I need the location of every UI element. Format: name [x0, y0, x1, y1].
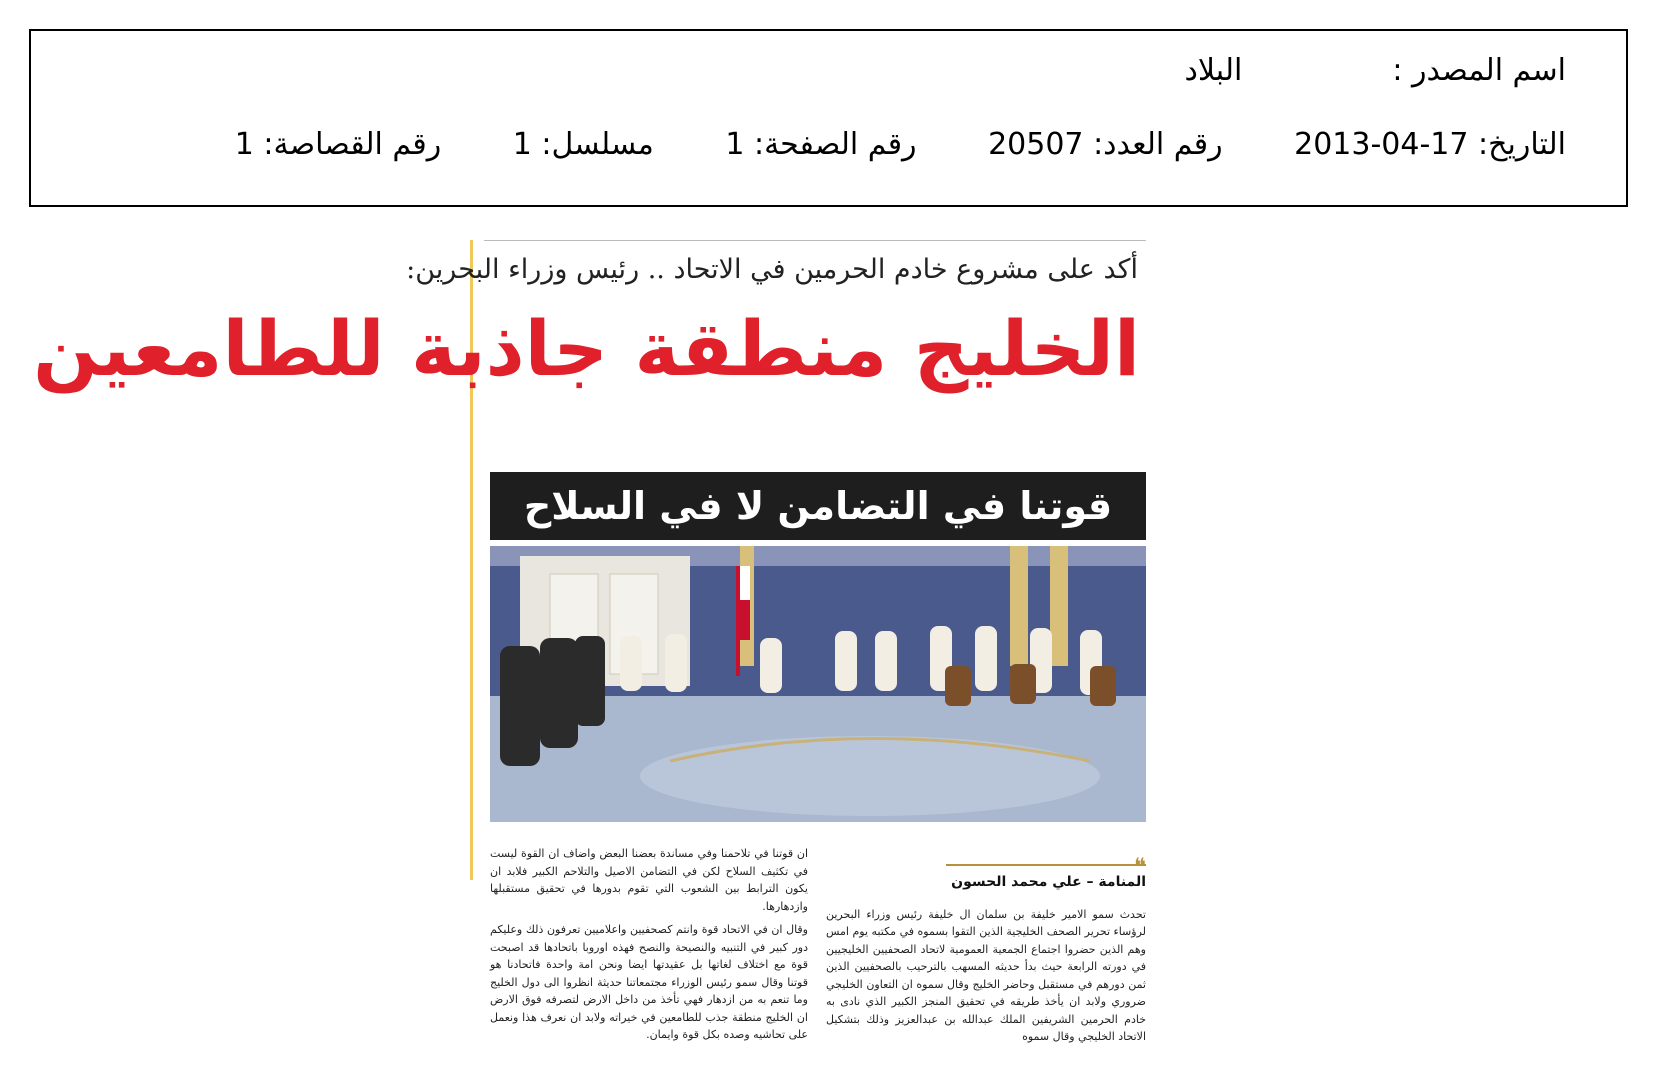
- date-label: التاريخ:: [1478, 127, 1566, 162]
- source-line: [1185, 53, 1566, 88]
- source-value: البلاد: [1184, 53, 1243, 88]
- paragraph-left-1: ان قوتنا في تلاحمنا وفي مساندة بعضنا البعض واضاف ان القوة ليست في تكثيف السلاح لكن في التضامن الاصيل والتلاحم الكبير فلابد ان يكون الترابط بين الشعوب التي تقوم بدورها في تحقيق مستقبلها وازدهارها.: [490, 847, 808, 913]
- article-column-right: [826, 853, 1146, 1046]
- details-line: [235, 127, 1566, 162]
- serial-value: 1: [512, 127, 532, 162]
- clipping-label: رقم القصاصة:: [263, 127, 442, 162]
- top-rule: [484, 240, 1146, 241]
- article-byline: المنامة – علي محمد الحسون: [951, 874, 1146, 890]
- byline-rule: [946, 864, 1146, 866]
- issue-value: 20507: [988, 127, 1084, 162]
- article-column-left: [490, 845, 808, 1044]
- newspaper-clipping: [33, 240, 1146, 1060]
- article-subheadline: قوتنا في التضامن لا في السلاح: [490, 472, 1146, 540]
- clipping-value: 1: [234, 127, 254, 162]
- article-kicker: أكد على مشروع خادم الحرمين في الاتحاد .. رئيس وزراء البحرين:: [406, 254, 1138, 285]
- date-value: 2013-04-17: [1294, 127, 1469, 162]
- paragraph-right: تحدث سمو الامير خليفة بن سلمان ال خليفة رئيس وزراء البحرين لرؤساء تحرير الصحف الخليجية الذين التقوا بسموه في مكتبه يوم امس وهم الذين حضروا اجتماع الجمعية العمومية لاتحاد الصحفيين الخليجيين في دورته الرابعة حيث بدأ حديثه المسهب بالترحيب بالصحفيين الذين ثمن دورهم في مستقبل وحاضر الخليج وقال سموه ان التعاون الخليجي ضروري ولابد ان يأخذ طريقه في تحقيق المنجز الكبير الذي نادى به خادم الحرمين الشريفين الملك عبدالله بن عبدالعزيز وذلك بتشكيل الاتحاد الخليجي وقال سموه: [826, 907, 1146, 1043]
- serial-label: مسلسل:: [541, 127, 654, 162]
- article-headline: الخليج منطقة جاذبة للطامعين: [33, 304, 1140, 393]
- meeting-photo: [490, 546, 1146, 822]
- source-label: اسم المصدر :: [1392, 53, 1566, 88]
- issue-label: رقم العدد:: [1093, 127, 1223, 162]
- clipping-metadata-box: [29, 29, 1628, 207]
- page-value: 1: [725, 127, 745, 162]
- paragraph-left-2: وقال ان في الاتحاد قوة وانتم كصحفيين واعلاميين تعرفون ذلك وعليكم دور كبير في التنبيه والنصيحة والنصح فهذه اوروبا باتحادها قد اصبحت قوة مع اختلاف لغاتها بل عقيدتها ايضا ونحن امة واحدة فاتحادنا هو قوتنا وقال سمو رئيس الوزراء مجتمعاتنا حديثة انظروا الى دول الخليج وما تنعم به من ازدهار فهي تأخذ من داخل الارض لتصرفه فوق الارض ان الخليج منطقة جذب للطامعين في خيراته ولابد ان نعرف هذا ونعمل على تحاشيه وصده بكل قوة وايمان.: [490, 923, 808, 1041]
- quote-mark-icon: ❝: [1134, 853, 1146, 877]
- page-label: رقم الصفحة:: [753, 127, 917, 162]
